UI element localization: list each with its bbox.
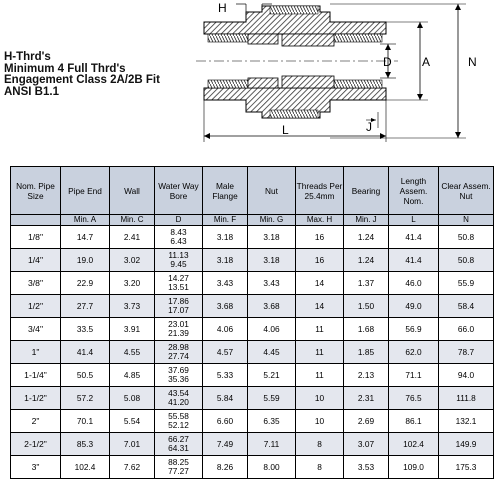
bore-value: 6.43 (170, 236, 187, 246)
cell-pipe-end: 14.7 (61, 226, 110, 249)
table-row (11, 226, 494, 249)
cell-clear: 50.8 (439, 249, 494, 272)
cell-nom-size: 1-1/4" (11, 364, 61, 387)
dim-label-l: L (282, 123, 289, 137)
cell-bearing: 1.68 (344, 318, 389, 341)
cell-nom-size: 1" (11, 341, 61, 364)
bore-value: 27.74 (168, 351, 189, 361)
cell-nut: 6.35 (248, 410, 296, 433)
cell-nom-size: 3/4" (11, 318, 61, 341)
cell-wall: 5.08 (110, 387, 155, 410)
cell-clear: 66.0 (439, 318, 494, 341)
cell-nut: 8.00 (248, 456, 296, 479)
cell-nom-size: 1-1/2" (11, 387, 61, 410)
cell-male-flange: 8.26 (203, 456, 248, 479)
header-male-flange: Male Flange (203, 167, 248, 215)
cell-male-flange: 4.57 (203, 341, 248, 364)
table-row (11, 387, 494, 410)
cell-male-flange: 7.49 (203, 433, 248, 456)
cell-bearing: 1.24 (344, 249, 389, 272)
cell-threads: 14 (296, 272, 344, 295)
subheader-cell: D (155, 215, 203, 226)
cell-wall: 3.73 (110, 295, 155, 318)
cell-male-flange: 3.18 (203, 249, 248, 272)
cell-length: 56.9 (389, 318, 439, 341)
cell-nom-size: 3/8" (11, 272, 61, 295)
header-clear: Clear Assem. Nut (439, 167, 494, 215)
cell-male-flange: 3.18 (203, 226, 248, 249)
cell-length: 86.1 (389, 410, 439, 433)
cell-wall: 3.02 (110, 249, 155, 272)
cell-pipe-end: 50.5 (61, 364, 110, 387)
table-row (11, 272, 494, 295)
cell-bearing: 3.53 (344, 456, 389, 479)
note-line-4: ANSI B1.1 (4, 85, 59, 98)
table-row (11, 410, 494, 433)
subheader-cell: Max. H (296, 215, 344, 226)
cell-clear: 94.0 (439, 364, 494, 387)
header-nom-pipe-size: Nom. Pipe Size (11, 167, 61, 215)
cell-bearing: 2.69 (344, 410, 389, 433)
cell-wall: 5.54 (110, 410, 155, 433)
cell-nut: 4.06 (248, 318, 296, 341)
cell-pipe-end: 85.3 (61, 433, 110, 456)
cell-threads: 10 (296, 410, 344, 433)
thread-notes (4, 52, 160, 98)
cell-water-way-bore (155, 318, 203, 341)
note-line-2: Minimum 4 Full Thrd's (4, 62, 126, 75)
cell-bearing: 1.24 (344, 226, 389, 249)
cell-male-flange: 5.84 (203, 387, 248, 410)
bore-value: 28.98 (168, 342, 189, 352)
bore-value: 41.20 (168, 397, 189, 407)
cell-length: 41.4 (389, 226, 439, 249)
cell-nut: 3.18 (248, 226, 296, 249)
cell-wall: 3.91 (110, 318, 155, 341)
cell-clear: 175.3 (439, 456, 494, 479)
subheader-cell: Min. F (203, 215, 248, 226)
table-row (11, 433, 494, 456)
cell-bearing: 3.07 (344, 433, 389, 456)
cell-threads: 8 (296, 433, 344, 456)
cell-clear: 78.7 (439, 341, 494, 364)
cell-water-way-bore (155, 410, 203, 433)
header-length: Length Assem. Nom. (389, 167, 439, 215)
cell-nom-size: 1/2" (11, 295, 61, 318)
bore-value: 9.45 (170, 259, 187, 269)
cell-length: 71.1 (389, 364, 439, 387)
cell-clear: 58.4 (439, 295, 494, 318)
cell-clear: 50.8 (439, 226, 494, 249)
cell-male-flange: 5.33 (203, 364, 248, 387)
table-row (11, 456, 494, 479)
table-subheader-row (11, 215, 494, 226)
drawing-area (0, 0, 500, 158)
cell-nom-size: 2-1/2" (11, 433, 61, 456)
cell-wall: 4.55 (110, 341, 155, 364)
cell-male-flange: 4.06 (203, 318, 248, 341)
cell-nom-size: 1/4" (11, 249, 61, 272)
bore-value: 55.58 (168, 411, 189, 421)
dim-label-h: H (218, 1, 227, 15)
cell-nut: 3.68 (248, 295, 296, 318)
header-bearing: Bearing (344, 167, 389, 215)
cell-nut: 5.21 (248, 364, 296, 387)
bore-value: 64.31 (168, 443, 189, 453)
header-water-way-bore: Water Way Bore (155, 167, 203, 215)
cell-pipe-end: 57.2 (61, 387, 110, 410)
table-row (11, 295, 494, 318)
cell-water-way-bore (155, 433, 203, 456)
cell-bearing: 1.85 (344, 341, 389, 364)
cell-length: 41.4 (389, 249, 439, 272)
subheader-cell: Min. C (110, 215, 155, 226)
cell-male-flange: 3.43 (203, 272, 248, 295)
dimension-table (10, 166, 494, 479)
cell-clear: 149.9 (439, 433, 494, 456)
subheader-cell (11, 215, 61, 226)
cell-male-flange: 3.68 (203, 295, 248, 318)
bore-value: 77.27 (168, 466, 189, 476)
cell-pipe-end: 102.4 (61, 456, 110, 479)
bore-value: 66.27 (168, 434, 189, 444)
table-row (11, 318, 494, 341)
table-row (11, 364, 494, 387)
cell-pipe-end: 22.9 (61, 272, 110, 295)
header-wall: Wall (110, 167, 155, 215)
bore-value: 14.27 (168, 273, 189, 283)
bore-value: 37.69 (168, 365, 189, 375)
cell-threads: 16 (296, 249, 344, 272)
table-body (11, 226, 494, 479)
table-header-row (11, 167, 494, 215)
bore-value: 43.54 (168, 388, 189, 398)
header-threads: Threads Per 25.4mm (296, 167, 344, 215)
cell-length: 109.0 (389, 456, 439, 479)
cell-clear: 55.9 (439, 272, 494, 295)
table-row (11, 341, 494, 364)
note-line-3: Engagement Class 2A/2B Fit (4, 74, 160, 87)
cell-length: 76.5 (389, 387, 439, 410)
cell-nom-size: 2" (11, 410, 61, 433)
dim-label-d: D (383, 55, 392, 69)
cell-wall: 3.20 (110, 272, 155, 295)
cell-water-way-bore (155, 295, 203, 318)
cell-wall: 4.85 (110, 364, 155, 387)
header-nut: Nut (248, 167, 296, 215)
cell-bearing: 1.50 (344, 295, 389, 318)
cell-water-way-bore (155, 249, 203, 272)
subheader-cell: N (439, 215, 494, 226)
subheader-cell: Min. A (61, 215, 110, 226)
cell-nom-size: 3" (11, 456, 61, 479)
cell-wall: 7.62 (110, 456, 155, 479)
cell-wall: 2.41 (110, 226, 155, 249)
subheader-cell: L (389, 215, 439, 226)
bore-value: 21.39 (168, 328, 189, 338)
cell-threads: 16 (296, 226, 344, 249)
cell-threads: 11 (296, 364, 344, 387)
cell-nom-size: 1/8" (11, 226, 61, 249)
bore-value: 35.36 (168, 374, 189, 384)
bore-value: 13.51 (168, 282, 189, 292)
cell-male-flange: 6.60 (203, 410, 248, 433)
cell-threads: 14 (296, 295, 344, 318)
cell-threads: 8 (296, 456, 344, 479)
cell-length: 46.0 (389, 272, 439, 295)
table-row (11, 249, 494, 272)
cell-clear: 111.8 (439, 387, 494, 410)
cell-bearing: 2.13 (344, 364, 389, 387)
cell-nut: 3.18 (248, 249, 296, 272)
cell-threads: 10 (296, 387, 344, 410)
cell-bearing: 2.31 (344, 387, 389, 410)
dim-label-j: J (366, 120, 372, 134)
cell-water-way-bore (155, 341, 203, 364)
bore-value: 23.01 (168, 319, 189, 329)
cell-threads: 11 (296, 318, 344, 341)
cell-water-way-bore (155, 272, 203, 295)
bore-value: 11.13 (168, 250, 189, 260)
cell-bearing: 1.37 (344, 272, 389, 295)
subheader-cell: Min. G (248, 215, 296, 226)
bore-value: 8.43 (170, 227, 187, 237)
dim-label-n: N (468, 55, 477, 69)
bore-value: 52.12 (168, 420, 189, 430)
bore-value: 88.25 (168, 457, 189, 467)
cell-pipe-end: 19.0 (61, 249, 110, 272)
cell-nut: 3.43 (248, 272, 296, 295)
bore-value: 17.86 (168, 296, 189, 306)
cell-pipe-end: 27.7 (61, 295, 110, 318)
cell-water-way-bore (155, 387, 203, 410)
cell-nut: 7.11 (248, 433, 296, 456)
header-pipe-end: Pipe End (61, 167, 110, 215)
cell-wall: 7.01 (110, 433, 155, 456)
cell-pipe-end: 33.5 (61, 318, 110, 341)
cell-length: 62.0 (389, 341, 439, 364)
cell-threads: 11 (296, 341, 344, 364)
cell-water-way-bore (155, 226, 203, 249)
cell-length: 49.0 (389, 295, 439, 318)
cell-length: 102.4 (389, 433, 439, 456)
note-line-1: H-Thrd's (4, 51, 51, 63)
cell-clear: 132.1 (439, 410, 494, 433)
cell-water-way-bore (155, 456, 203, 479)
bore-value: 17.07 (168, 305, 189, 315)
cell-pipe-end: 41.4 (61, 341, 110, 364)
cell-nut: 5.59 (248, 387, 296, 410)
dim-label-a: A (422, 55, 431, 69)
cell-nut: 4.45 (248, 341, 296, 364)
cell-pipe-end: 70.1 (61, 410, 110, 433)
subheader-cell: Min. J (344, 215, 389, 226)
cell-water-way-bore (155, 364, 203, 387)
